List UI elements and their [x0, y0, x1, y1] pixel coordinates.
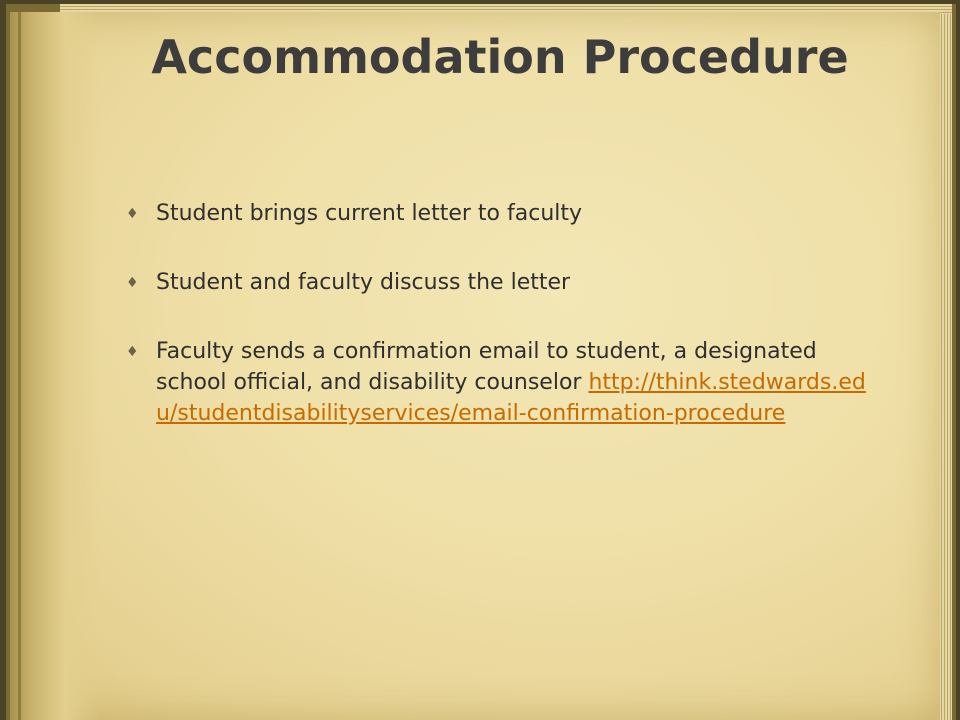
diamond-bullet-icon: ♦	[126, 275, 139, 291]
bullet-text: Student and faculty discuss the letter	[156, 270, 571, 295]
bullet-item	[126, 336, 866, 429]
bullet-item	[126, 198, 866, 229]
spine-line	[18, 12, 21, 720]
bullet-text: Student brings current letter to faculty	[156, 201, 583, 226]
slide-title: Accommodation Procedure	[151, 30, 849, 84]
bullet-item	[126, 267, 866, 298]
diamond-bullet-icon: ♦	[126, 344, 139, 360]
book-spine	[10, 12, 100, 720]
bullet-list	[126, 198, 866, 467]
bullet-text: Faculty sends a confirmation email to student, a designated school official, and disability counselor	[156, 339, 817, 395]
procedure-link[interactable]: http://think.stedwards.edu/studentdisabilityservices/email-confirmation-procedure	[156, 370, 866, 426]
diamond-bullet-icon: ♦	[126, 206, 139, 222]
